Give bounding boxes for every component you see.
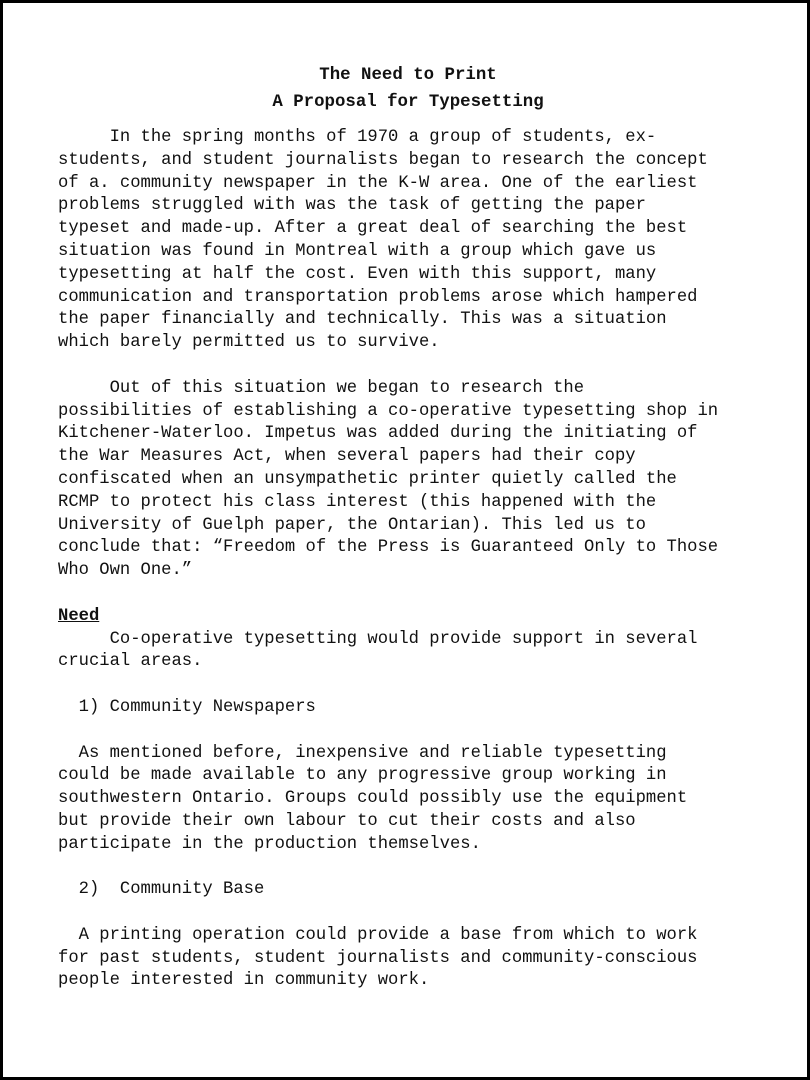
text-line: could be made available to any progressive group working in (58, 766, 667, 786)
section-heading-need: Need (58, 606, 100, 626)
text-line: for past students, student journalists and community-conscious (58, 948, 698, 968)
text-line: situation was found in Montreal with a group which gave us (58, 241, 657, 261)
text-line: crucial areas. (58, 652, 203, 672)
text-line: but provide their own labour to cut their costs and also (58, 811, 636, 831)
text-line: the paper financially and technically. This was a situation (58, 310, 667, 330)
text-line: which barely permitted us to survive. (58, 333, 440, 353)
text-line: A printing operation could provide a base from which to work (58, 925, 698, 945)
paragraph-history (58, 127, 758, 355)
list-item-title-community-base: 2) Community Base (58, 880, 265, 900)
text-line: Out of this situation we began to research the (58, 378, 585, 398)
text-line: conclude that: “Freedom of the Press is Guaranteed Only to Those (58, 538, 719, 558)
text-line: possibilities of establishing a co-operative typesetting shop in (58, 401, 719, 421)
paragraph-impetus (58, 378, 758, 583)
text-line: participate in the production themselves. (58, 834, 481, 854)
paragraph-community-base (58, 925, 758, 993)
text-line: Kitchener-Waterloo. Impetus was added during the initiating of (58, 424, 698, 444)
text-line: Co-operative typesetting would provide support in several (58, 629, 698, 649)
list-item-title-community-newspapers: 1) Community Newspapers (58, 697, 316, 717)
text-line: As mentioned before, inexpensive and reliable typesetting (58, 743, 667, 763)
text-line: In the spring months of 1970 a group of students, ex- (58, 128, 657, 147)
text-line: typesetting at half the cost. Even with this support, many (58, 264, 657, 284)
text-line: confiscated when an unsympathetic printer quietly called the (58, 469, 677, 489)
text-line: of a. community newspaper in the K-W area. One of the earliest (58, 173, 698, 193)
text-line: communication and transportation problems arose which hampered (58, 287, 698, 307)
text-line: southwestern Ontario. Groups could possibly use the equipment (58, 789, 688, 809)
title-line-2: A Proposal for Typesetting (272, 93, 544, 112)
text-line: typeset and made-up. After a great deal of searching the best (58, 219, 688, 239)
text-line: RCMP to protect his class interest (this happened with the (58, 492, 657, 512)
text-line: the War Measures Act, when several papers had their copy (58, 447, 636, 467)
text-line: University of Guelph paper, the Ontarian). This led us to (58, 515, 646, 535)
paragraph-need (58, 629, 758, 675)
title-line-1: The Need to Print (319, 66, 497, 85)
text-line: problems struggled with was the task of getting the paper (58, 196, 646, 216)
text-line: Who Own One.” (58, 561, 193, 581)
text-line: students, and student journalists began to research the concept (58, 150, 708, 170)
document-body (58, 62, 758, 993)
text-line: people interested in community work. (58, 971, 430, 991)
paragraph-community-newspapers (58, 743, 758, 857)
